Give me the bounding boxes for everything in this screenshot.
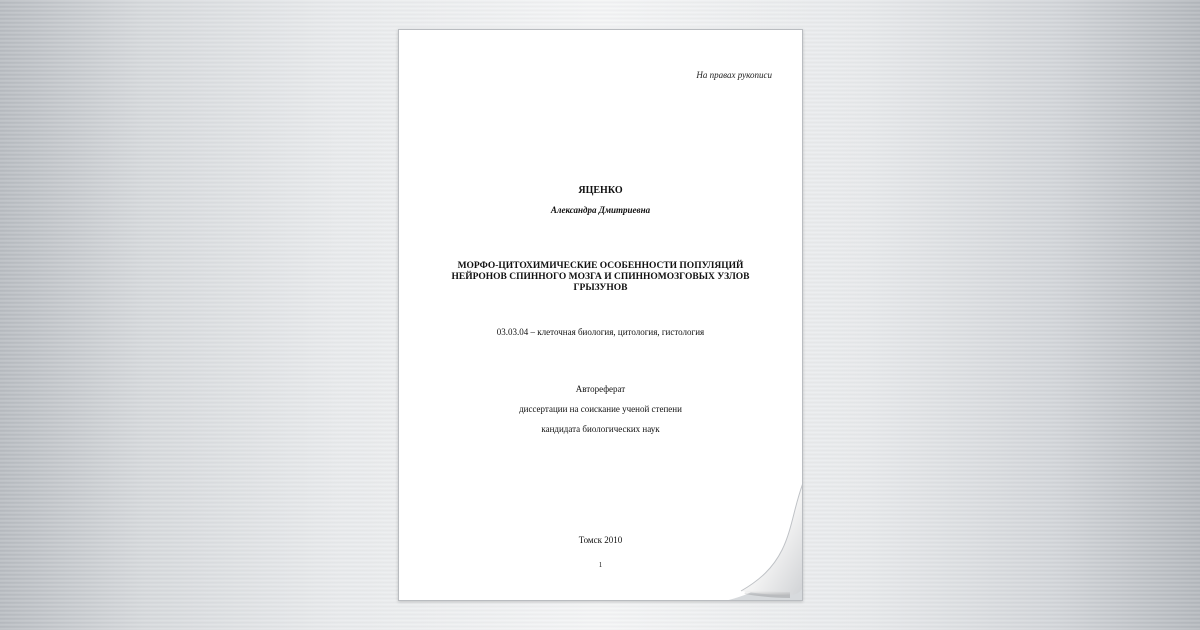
specialty-code: 03.03.04 – клеточная биология, цитология, гистология (496, 327, 705, 337)
author-surname: ЯЦЕНКО (578, 185, 623, 196)
abstract-label: Автореферат (575, 384, 626, 394)
thesis-title-line-3: ГРЫЗУНОВ (573, 283, 628, 293)
page-number: 1 (598, 561, 603, 569)
rights-note: На правах рукописи (696, 70, 772, 80)
degree-line: кандидата биологических наук (541, 424, 660, 434)
thesis-title-line-2: НЕЙРОНОВ СПИННОГО МОЗГА И СПИННОМОЗГОВЫХ УЗЛОВ (451, 272, 750, 282)
thesis-title (399, 261, 802, 294)
place-year: Томск 2010 (578, 535, 623, 545)
document-page (398, 29, 803, 601)
author-name: Александра Дмитриевна (550, 205, 651, 215)
dissertation-line: диссертации на соискание ученой степени (519, 404, 682, 414)
thesis-title-line-1: МОРФО-ЦИТОХИМИЧЕСКИЕ ОСОБЕННОСТИ ПОПУЛЯЦИЙ (457, 261, 744, 271)
